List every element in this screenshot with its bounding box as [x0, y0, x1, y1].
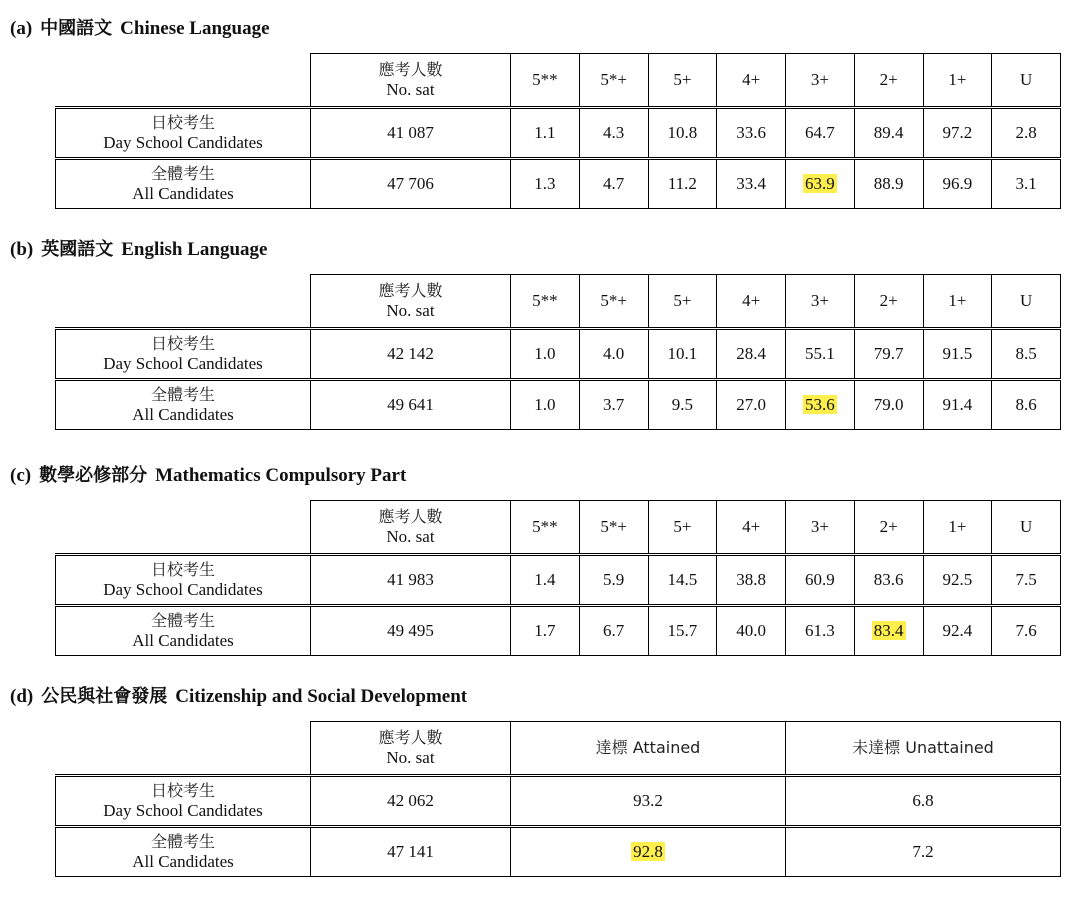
row-label: 日校考生 Day School Candidates — [56, 329, 311, 380]
table-row-day-school — [56, 329, 1061, 380]
no-sat-value: 42 062 — [311, 776, 511, 827]
grade-header: 3+ — [786, 275, 855, 329]
no-sat-value: 47 141 — [311, 827, 511, 877]
grade-value: 3.7 — [579, 380, 648, 430]
section-letter: (c) — [10, 465, 32, 486]
grade-value: 91.5 — [923, 329, 992, 380]
chinese-language-table — [55, 53, 1061, 209]
no-sat-value: 41 087 — [311, 108, 511, 159]
grade-value: 14.5 — [648, 555, 717, 606]
section-title-en: Chinese Language — [120, 18, 270, 39]
grade-value: 8.6 — [992, 380, 1061, 430]
grade-value: 6.7 — [579, 606, 648, 656]
grade-value: 89.4 — [854, 108, 923, 159]
row-label: 全體考生 All Candidates — [56, 159, 311, 209]
grade-header: 5+ — [648, 275, 717, 329]
grade-value: 60.9 — [786, 555, 855, 606]
blank-cell — [56, 501, 311, 555]
grade-value: 5.9 — [579, 555, 648, 606]
grade-value: 64.7 — [786, 108, 855, 159]
grade-header: 5+ — [648, 54, 717, 108]
section-title-en: English Language — [121, 239, 268, 260]
grade-value: 1.1 — [511, 108, 580, 159]
table-row-all-candidates — [56, 606, 1061, 656]
no-sat-value: 42 142 — [311, 329, 511, 380]
grade-header: 2+ — [854, 54, 923, 108]
row-label: 日校考生 Day School Candidates — [56, 776, 311, 827]
table-row-all-candidates — [56, 380, 1061, 430]
grade-value: 38.8 — [717, 555, 786, 606]
grade-value: 33.4 — [717, 159, 786, 209]
grade-header: 4+ — [717, 54, 786, 108]
mathematics-table — [55, 500, 1061, 656]
no-sat-header: 應考人數 No. sat — [311, 501, 511, 555]
grade-header: 5*+ — [579, 275, 648, 329]
no-sat-value: 47 706 — [311, 159, 511, 209]
grade-value: 40.0 — [717, 606, 786, 656]
no-sat-header: 應考人數 No. sat — [311, 54, 511, 108]
header-row — [56, 722, 1061, 776]
no-sat-header: 應考人數 No. sat — [311, 722, 511, 776]
section-letter: (d) — [10, 686, 34, 707]
grade-value: 1.7 — [511, 606, 580, 656]
grade-value: 1.0 — [511, 329, 580, 380]
grade-header: 4+ — [717, 275, 786, 329]
section-a-title — [10, 14, 270, 40]
grade-value: 91.4 — [923, 380, 992, 430]
section-title-zh: 數學必修部分 — [39, 465, 148, 486]
row-label: 全體考生 All Candidates — [56, 380, 311, 430]
table-row-day-school — [56, 555, 1061, 606]
grade-value: 7.6 — [992, 606, 1061, 656]
header-row — [56, 501, 1061, 555]
grade-header: 2+ — [854, 275, 923, 329]
section-title-zh: 公民與社會發展 — [41, 686, 168, 707]
unattained-header: 未達標 Unattained — [786, 722, 1061, 776]
grade-header: U — [992, 54, 1061, 108]
grade-value: 83.6 — [854, 555, 923, 606]
header-row — [56, 275, 1061, 329]
grade-header: 5*+ — [579, 54, 648, 108]
grade-value: 28.4 — [717, 329, 786, 380]
grade-header: 1+ — [923, 54, 992, 108]
english-language-table — [55, 274, 1061, 430]
grade-header: U — [992, 501, 1061, 555]
grade-header: U — [992, 275, 1061, 329]
grade-value: 79.7 — [854, 329, 923, 380]
section-letter: (b) — [10, 239, 34, 260]
highlight-mark: 92.8 — [633, 842, 663, 861]
grade-value-highlighted — [786, 380, 855, 430]
table-row-all-candidates — [56, 159, 1061, 209]
citizenship-table — [55, 721, 1061, 877]
row-label: 全體考生 All Candidates — [56, 606, 311, 656]
grade-header: 5** — [511, 275, 580, 329]
no-sat-value: 41 983 — [311, 555, 511, 606]
blank-cell — [56, 54, 311, 108]
grade-value: 11.2 — [648, 159, 717, 209]
grade-value-highlighted — [786, 159, 855, 209]
grade-value: 88.9 — [854, 159, 923, 209]
grade-header: 4+ — [717, 501, 786, 555]
grade-value: 4.0 — [579, 329, 648, 380]
grade-value: 2.8 — [992, 108, 1061, 159]
grade-value: 1.4 — [511, 555, 580, 606]
header-row — [56, 54, 1061, 108]
grade-value: 1.0 — [511, 380, 580, 430]
unattained-value: 7.2 — [786, 827, 1061, 877]
grade-header: 5** — [511, 501, 580, 555]
grade-value: 79.0 — [854, 380, 923, 430]
grade-value: 92.4 — [923, 606, 992, 656]
grade-value: 4.3 — [579, 108, 648, 159]
grade-value: 9.5 — [648, 380, 717, 430]
grade-value: 4.7 — [579, 159, 648, 209]
highlight-mark: 83.4 — [873, 621, 904, 640]
no-sat-header: 應考人數 No. sat — [311, 275, 511, 329]
grade-value: 3.1 — [992, 159, 1061, 209]
section-c-title — [10, 461, 406, 487]
grade-header: 5** — [511, 54, 580, 108]
table-row-day-school — [56, 776, 1061, 827]
highlight-mark: 53.6 — [805, 395, 835, 414]
grade-value: 8.5 — [992, 329, 1061, 380]
section-letter: (a) — [10, 18, 33, 39]
grade-value-highlighted — [854, 606, 923, 656]
row-label: 日校考生 Day School Candidates — [56, 555, 311, 606]
grade-value: 10.1 — [648, 329, 717, 380]
grade-value: 33.6 — [717, 108, 786, 159]
blank-cell — [56, 722, 311, 776]
no-sat-value: 49 495 — [311, 606, 511, 656]
table-row-day-school — [56, 108, 1061, 159]
section-title-en: Citizenship and Social Development — [175, 686, 468, 707]
grade-value: 10.8 — [648, 108, 717, 159]
grade-value: 92.5 — [923, 555, 992, 606]
grade-header: 2+ — [854, 501, 923, 555]
grade-value: 27.0 — [717, 380, 786, 430]
section-b-title — [10, 235, 267, 261]
grade-value: 7.5 — [992, 555, 1061, 606]
grade-value: 97.2 — [923, 108, 992, 159]
grade-header: 1+ — [923, 501, 992, 555]
attained-value: 93.2 — [511, 776, 786, 827]
grade-value: 55.1 — [786, 329, 855, 380]
grade-value: 61.3 — [786, 606, 855, 656]
no-sat-value: 49 641 — [311, 380, 511, 430]
grade-header: 3+ — [786, 54, 855, 108]
section-title-zh: 中國語文 — [40, 18, 113, 39]
grade-header: 5*+ — [579, 501, 648, 555]
row-label: 日校考生 Day School Candidates — [56, 108, 311, 159]
attained-header: 達標 Attained — [511, 722, 786, 776]
table-row-all-candidates — [56, 827, 1061, 877]
section-title-zh: 英國語文 — [41, 239, 114, 260]
unattained-value: 6.8 — [786, 776, 1061, 827]
highlight-mark: 63.9 — [805, 174, 835, 193]
section-d-title — [10, 682, 467, 708]
section-title-en: Mathematics Compulsory Part — [155, 465, 407, 486]
grade-header: 5+ — [648, 501, 717, 555]
grade-header: 3+ — [786, 501, 855, 555]
blank-cell — [56, 275, 311, 329]
grade-header: 1+ — [923, 275, 992, 329]
attained-value-highlighted — [511, 827, 786, 877]
grade-value: 15.7 — [648, 606, 717, 656]
grade-value: 1.3 — [511, 159, 580, 209]
grade-value: 96.9 — [923, 159, 992, 209]
row-label: 全體考生 All Candidates — [56, 827, 311, 877]
